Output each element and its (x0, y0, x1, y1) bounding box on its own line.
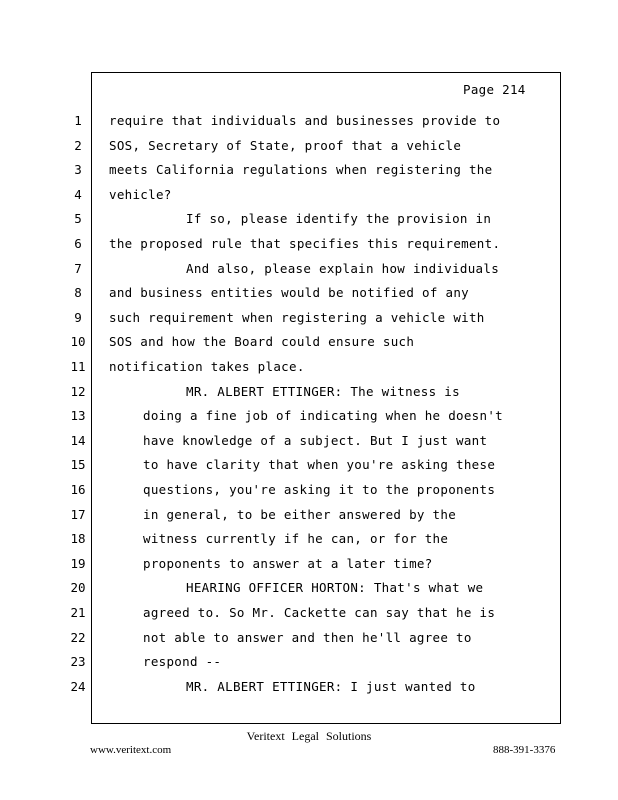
line-number: 5 (74, 211, 82, 227)
line-number: 7 (74, 260, 82, 276)
line-number: 15 (70, 457, 86, 473)
transcript-line: and business entities would be notified of any (109, 285, 469, 301)
line-number: 22 (70, 629, 86, 645)
line-number: 17 (70, 506, 86, 522)
transcript-line: HEARING OFFICER HORTON: That's what we (186, 580, 484, 596)
transcript-line: SOS and how the Board could ensure such (109, 334, 415, 350)
line-number: 1 (74, 113, 82, 128)
transcript-line: proponents to answer at a later time? (143, 555, 433, 571)
transcript-line: require that individuals and businesses provide to (109, 113, 501, 128)
line-number: 19 (70, 555, 86, 571)
transcript-line: vehicle? (109, 186, 172, 202)
transcript-line: such requirement when registering a vehicle with (109, 309, 485, 325)
transcript-line: witness currently if he can, or for the (143, 531, 449, 547)
line-number: 21 (70, 605, 86, 620)
page-number: Page 214 (463, 82, 526, 97)
transcript-line: in general, to be either answered by the (143, 506, 457, 522)
footer-company: Veritext Legal Solutions (246, 729, 372, 743)
line-number: 13 (70, 408, 86, 424)
line-number: 18 (70, 531, 86, 547)
transcript-line: MR. ALBERT ETTINGER: The witness is (186, 383, 460, 399)
line-number: 8 (74, 285, 82, 301)
footer-website: www.veritext.com (90, 744, 172, 756)
footer-phone: 888-391-3376 (493, 744, 556, 756)
line-number: 3 (74, 162, 82, 178)
transcript-line: meets California regulations when registering the (109, 162, 493, 178)
line-number: 10 (70, 334, 86, 350)
transcript-line: And also, please explain how individuals (186, 260, 500, 276)
line-number: 16 (70, 482, 86, 497)
line-number: 6 (74, 236, 82, 251)
line-number: 20 (70, 580, 86, 596)
transcript-line: doing a fine job of indicating when he doesn't (143, 408, 503, 424)
transcript-line: If so, please identify the provision in (186, 211, 492, 227)
line-number: 9 (74, 309, 82, 325)
line-number: 2 (74, 137, 82, 153)
transcript-line: have knowledge of a subject. But I just want (143, 432, 488, 448)
transcript-line: agreed to. So Mr. Cackette can say that he is (143, 605, 496, 620)
transcript-line: notification takes place. (109, 359, 305, 374)
line-number: 11 (70, 359, 86, 374)
transcript-line: questions, you're asking it to the proponents (143, 482, 496, 497)
line-number: 12 (70, 383, 86, 399)
line-number: 23 (70, 654, 86, 670)
transcript-line: MR. ALBERT ETTINGER: I just wanted to (186, 678, 476, 694)
transcript-line: respond -- (143, 654, 222, 670)
transcript-line: SOS, Secretary of State, proof that a vehicle (109, 137, 462, 153)
line-number: 24 (70, 678, 86, 694)
transcript-line: to have clarity that when you're asking these (143, 457, 496, 473)
transcript-line: the proposed rule that specifies this requirement. (109, 236, 501, 251)
line-number: 4 (74, 186, 82, 202)
line-number: 14 (70, 432, 86, 448)
transcript-line: not able to answer and then he'll agree to (143, 629, 472, 645)
